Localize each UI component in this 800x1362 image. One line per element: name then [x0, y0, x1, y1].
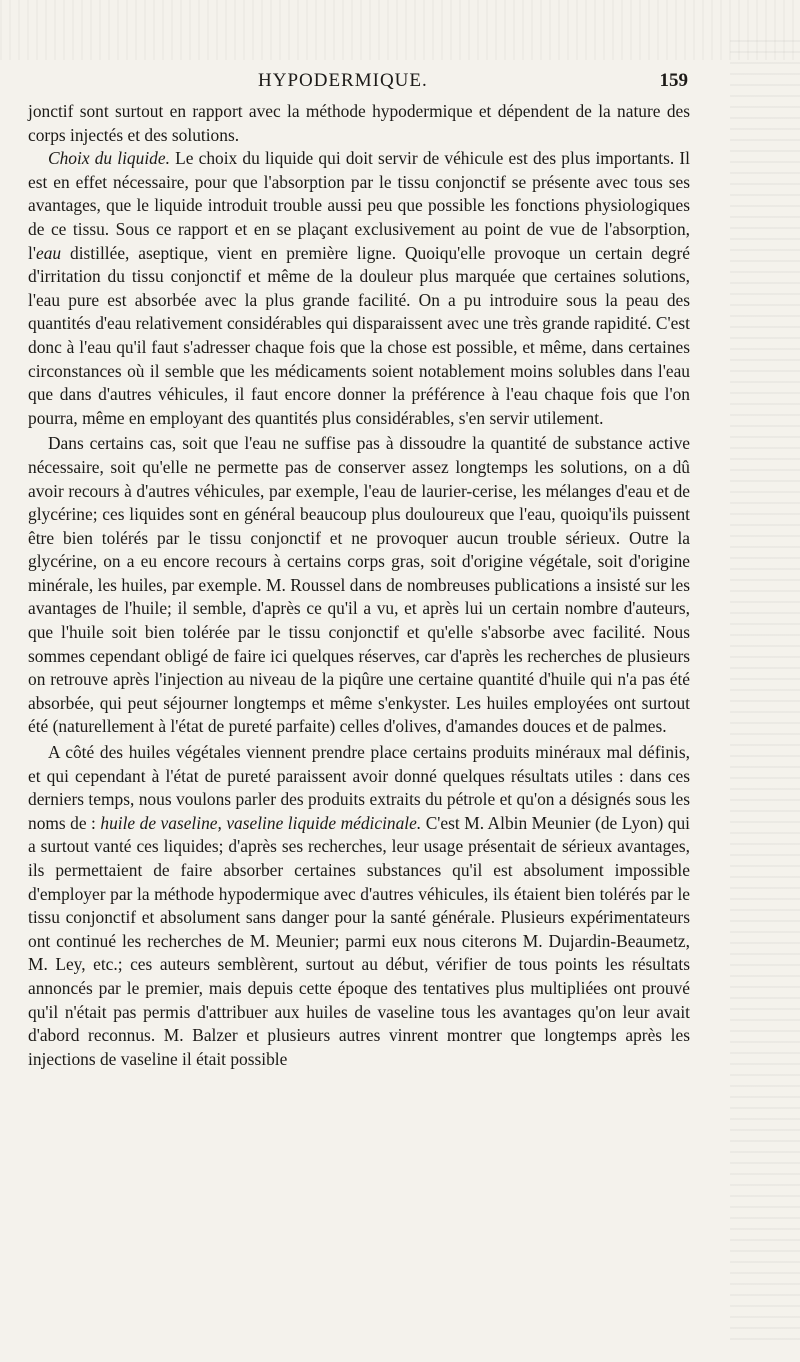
paragraph-4-text-b: C'est M. Albin Meunier (de Lyon) qui a surtout vanté ces liquides; d'après ses recherches, leur usage présentait de sérieux avantages, ils permettaient de faire absorber certaines substances qu'il est absolument impossible d'employer par la méthode hypodermique avec d'autres véhicules, ils étaient bien tolérés par le tissu conjonctif et absolument sans danger pour la santé générale. Plusieurs expérimentateurs ont continué les recherches de M. Meunier; parmi eux nous citerons M. Dujardin-Beaumetz, M. Ley, etc.; ces auteurs semblèrent, surtout au début, vérifier de tous points les résultats annoncés par le premier, mais depuis cette époque des tentatives plus multipliées ont prouvé qu'il n'était pas permis d'attribuer aux huiles de vaseline tous les avantages qu'on leur avait d'abord reconnus. M. Balzer et plusieurs autres vinrent montrer que longtemps après les injections de vaseline il était possible: [28, 812, 690, 1069]
paragraph-2-italic: eau: [35, 242, 62, 263]
paragraph-4-text-a: A côté des huiles végétales viennent prendre place certains produits minéraux mal définis, et qui cependant à l'état de pureté paraissent avoir donné quelques résultats utiles : dans ces derniers temps, nous voulons parler des produits extraits du pétrole et qu'on a désignés sous les noms de :: [28, 742, 690, 833]
paragraph-1-text: jonctif sont surtout en rapport avec la méthode hypodermique et dépendent de la nature des corps injectés et des solutions.: [28, 101, 690, 145]
running-head: HYPODERMIQUE.: [258, 70, 428, 91]
page-header: [28, 70, 688, 94]
section-heading: Choix du liquide.: [48, 148, 170, 169]
paragraph-3: [28, 432, 690, 739]
paragraph-4: [28, 741, 690, 1071]
page-body: [28, 100, 690, 1071]
paragraph-1: [28, 100, 690, 147]
paragraph-2-text-b: distillée, aseptique, vient en première ligne. Quoiqu'elle provoque un certain degré d'irritation du tissu conjonctif et même de la douleur plus marquée que certaines solutions, l'eau pure est absorbée avec la plus grande facilité. On a pu introduire sous la peau des quantités d'eau relativement considérables qui disparaissent avec une très grande rapidité. C'est donc à l'eau qu'il faut s'adresser chaque fois que la chose est possible, et même, dans certaines circonstances où il semble que les médicaments soient notablement moins solubles dans l'eau que dans d'autres véhicules, il faut encore donner la préférence à l'eau chaque fois que l'on pourra, même en employant des quantités plus considérables, s'en servir utilement.: [28, 242, 690, 428]
paragraph-2: [28, 147, 690, 430]
paragraph-2-text-a: Le choix du liquide qui doit servir de véhicule est des plus importants. Il est en effet nécessaire, pour que l'absorption par le tissu conjonctif se présente avec tous ses avantages, que le liquide introduit trouble aussi peu que possible les fonctions physiologiques de ce tissu. Sous ce rapport et en se plaçant exclusivement au point de vue de l'absorption, l': [28, 148, 690, 263]
scan-noise-margin: [730, 40, 800, 1340]
page-number: 159: [659, 70, 688, 91]
scan-noise-top: [0, 0, 800, 60]
paragraph-4-italic: huile de vaseline, vaseline liquide médicinale.: [100, 812, 422, 833]
paragraph-3-text: Dans certains cas, soit que l'eau ne suffise pas à dissoudre la quantité de substance active nécessaire, soit qu'elle ne permette pas de conserver assez longtemps les solutions, on a dû avoir recours à d'autres véhicules, par exemple, l'eau de laurier-cerise, les mélanges d'eau et de glycérine; ces liquides sont en général beaucoup plus douloureux que l'eau, quoiqu'ils puissent être bien tolérés par le tissu conjonctif et ne provoquer aucun trouble sérieux. Outre la glycérine, on a eu encore recours à certains corps gras, soit d'origine végétale, soit d'origine minérale, les huiles, par exemple. M. Roussel dans de nombreuses publications a insisté sur les avantages de l'huile; il semble, d'après ce qu'il a vu, et après lui un certain nombre d'auteurs, que l'huile soit bien tolérée par le tissu conjonctif et qu'elle s'absorbe avec facilité. Nous sommes cependant obligé de faire ici quelques réserves, car d'après les recherches de plusieurs on retrouve après l'injection au niveau de la piqûre une certaine quantité d'huile qui n'a pas été absorbée, qui peut séjourner longtemps et même s'enkyster. Les huiles employées ont surtout été (naturellement à l'état de pureté parfaite) celles d'olives, d'amandes douces et de palmes.: [28, 433, 690, 737]
